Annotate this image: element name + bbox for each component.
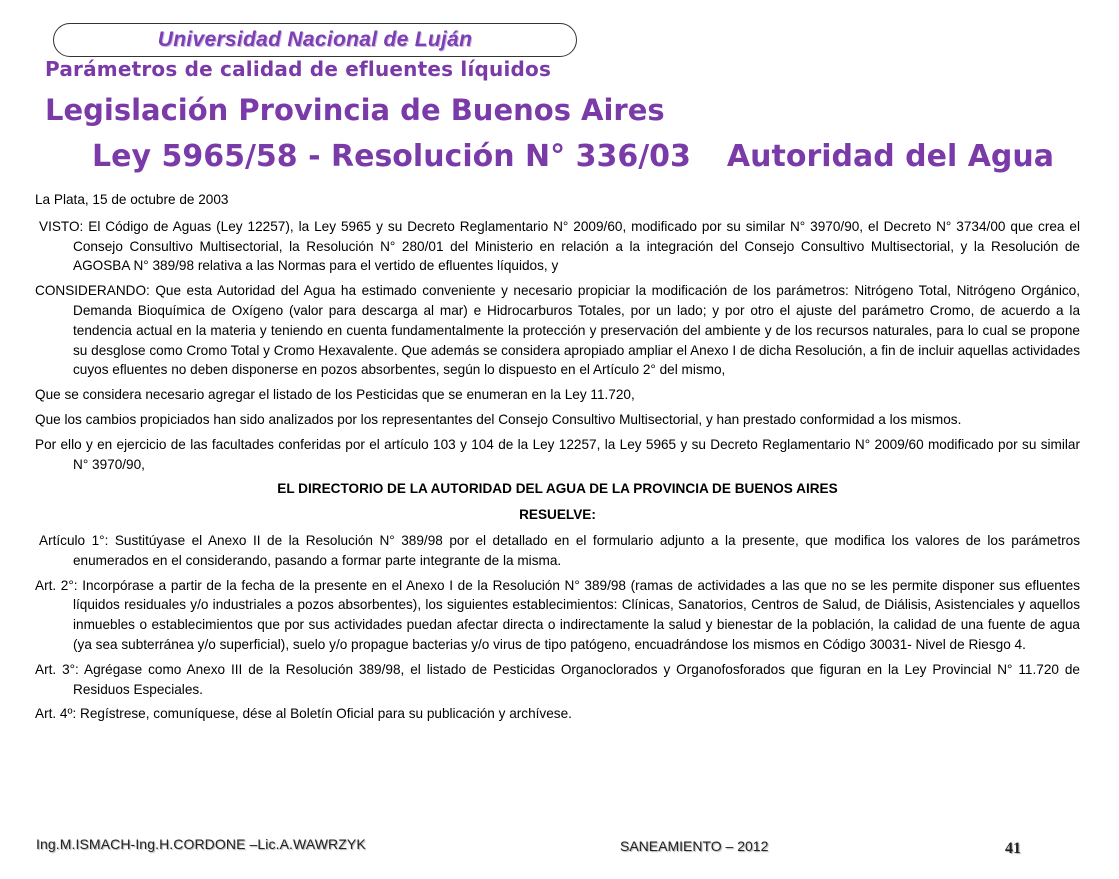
article-4: Art. 4º: Regístrese, comuníquese, dése al Boletín Oficial para su publicación y archívese. (35, 706, 572, 722)
article-3: Art. 3°: Agrégase como Anexo III de la Resolución 389/98, el listado de Pesticidas Organoclorados y Organofosforados que figuran en la Ley Provincial N° 11.720 de Residuos Especiales. (35, 661, 1080, 697)
law-reference: Ley 5965/58 - Resolución N° 336/03 (92, 139, 691, 174)
visto-paragraph: VISTO: El Código de Aguas (Ley 12257), la Ley 5965 y su Decreto Reglamentario N° 2009/60, modificado por su similar N° 3970/90, el Decreto N° 3734/00 que crea el Consejo Consultivo Multisectorial, la Resolución N° 280/01 del Ministerio en relación a la integración del Consejo Consultivo Multisectorial, y la Resolución de AGOSBA N° 389/98 relativa a las Normas para el vertido de efluentes líquidos, y (39, 218, 1080, 274)
que-paragraph-1: Que se considera necesario agregar el listado de los Pesticidas que se enumeran en la Ley 11.720, (35, 387, 635, 403)
institution-banner (53, 23, 577, 57)
que-paragraph-2: Que los cambios propiciados han sido analizados por los representantes del Consejo Consultivo Multisectorial, y han prestado conformidad a los mismos. (35, 411, 962, 427)
slide-subtitle: Parámetros de calidad de efluentes líquidos (45, 57, 552, 81)
directorio-heading: EL DIRECTORIO DE LA AUTORIDAD DEL AGUA DE LA PROVINCIA DE BUENOS AIRES (277, 481, 838, 497)
page-number: 41 (1005, 840, 1021, 857)
footer-authors: Ing.M.ISMACH-Ing.H.CORDONE –Lic.A.WAWRZYK (36, 836, 366, 852)
slide-title: Legislación Provincia de Buenos Aires (45, 93, 665, 127)
footer-course: SANEAMIENTO – 2012 (620, 838, 769, 854)
institution-name: Universidad Nacional de Luján (157, 28, 473, 51)
considerando-paragraph: CONSIDERANDO: Que esta Autoridad del Agua ha estimado conveniente y necesario propiciar la modificación de los parámetros: Nitrógeno Total, Nitrógeno Orgánico, Demanda Bioquímica de Oxígeno (valor para descarga al mar) e Hidrocarburos Totales, por un lado; y por otro el ajuste del parámetro Cromo, de acuerdo a la tendencia actual en la materia y teniendo en cuenta fundamentalmente la protección y preservación del ambiente y de los recursos naturales, para lo cual se propone su desglose como Cromo Total y Cromo Hexavalente. Que además se considera apropiado ampliar el Anexo I de dicha Resolución, a fin de incluir aquellas actividades cuyos efluentes no deben disponerse en pozos absorbentes, según lo dispuesto en el Artículo 2° del mismo, (35, 283, 1080, 378)
law-title (92, 139, 1054, 174)
resolution-text (35, 190, 1080, 729)
por-ello-paragraph: Por ello y en ejercicio de las facultades conferidas por el artículo 103 y 104 de la Ley 12257, la Ley 5965 y su Decreto Reglamentario N° 2009/60 modificado por su similar N° 3970/90, (35, 436, 1080, 472)
resuelve-heading: RESUELVE: (519, 507, 596, 523)
authority-name: Autoridad del Agua (726, 139, 1055, 174)
article-2: Art. 2°: Incorpórase a partir de la fecha de la presente en el Anexo I de la Resolución N° 389/98 (ramas de actividades a las que no se les permite disponer sus efluentes líquidos residuales y/o industriales a pozos absorbentes), los siguientes establecimientos: Clínicas, Sanatorios, Centros de Salud, de Diálisis, Asistenciales y aquellos inmuebles o establecimientos que por sus actividades puedan afectar directa o indirectamente la salud y bienestar de la población, la calidad de una fuente de agua (ya sea subterránea y/o superficial), suelo y/o propague bacterias y/o virus de tipo patógeno, encuadrándose los mismos en Código 30031- Nivel de Riesgo 4. (35, 577, 1080, 652)
article-1: Artículo 1°: Sustitúyase el Anexo II de la Resolución N° 389/98 por el detallado en el formulario adjunto a la presente, que modifica los valores de los parámetros enumerados en el considerando, pasando a formar parte integrante de la misma. (39, 532, 1080, 568)
document-date: La Plata, 15 de octubre de 2003 (35, 192, 229, 207)
